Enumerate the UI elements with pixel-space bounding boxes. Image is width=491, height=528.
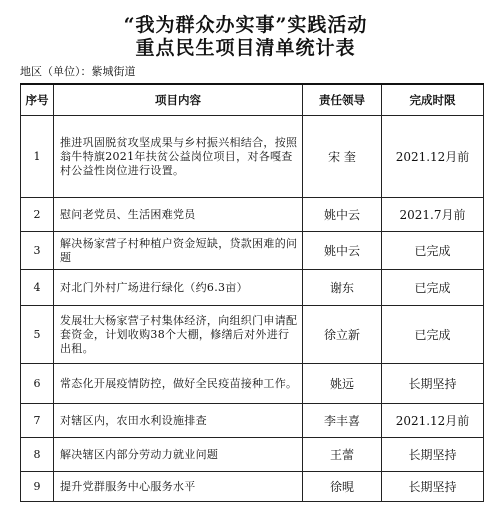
row-item: 推进巩固脱贫攻坚成果与乡村振兴相结合，按照翁牛特旗2021年扶贫公益岗位项目，对各嘎查村公益性岗位进行设置。 [54, 116, 303, 198]
header-leader: 责任领导 [303, 84, 382, 116]
table-row [21, 364, 484, 404]
header-item: 项目内容 [54, 84, 303, 116]
table-row [21, 116, 484, 198]
row-no: 5 [21, 306, 54, 364]
row-item: 慰问老党员、生活困难党员 [54, 198, 303, 232]
row-leader: 谢东 [303, 270, 382, 306]
table-header-row [21, 84, 484, 116]
row-deadline: 长期坚持 [382, 472, 484, 502]
row-leader: 李丰喜 [303, 404, 382, 438]
header-no: 序号 [21, 84, 54, 116]
row-item: 提升党群服务中心服务水平 [54, 472, 303, 502]
row-deadline: 长期坚持 [382, 438, 484, 472]
row-deadline: 2021.7月前 [382, 198, 484, 232]
row-deadline: 已完成 [382, 270, 484, 306]
row-no: 8 [21, 438, 54, 472]
table-row [21, 270, 484, 306]
row-item: 发展壮大杨家营子村集体经济，向组织门申请配套资金，计划收购38个大棚，修缮后对外进行出租。 [54, 306, 303, 364]
row-no: 3 [21, 232, 54, 270]
row-item: 解决杨家营子村种植户资金短缺，贷款困难的问题 [54, 232, 303, 270]
row-item: 对北门外村广场进行绿化（约6.3亩） [54, 270, 303, 306]
region-label: 地区（单位）：紫城街道 [20, 65, 136, 78]
row-leader: 王蕾 [303, 438, 382, 472]
row-deadline: 已完成 [382, 306, 484, 364]
row-no: 9 [21, 472, 54, 502]
row-item: 常态化开展疫情防控，做好全民疫苗接种工作。 [54, 364, 303, 404]
document-title-line-2: 重点民生项目清单统计表 [135, 37, 356, 59]
table-row [21, 404, 484, 438]
row-no: 2 [21, 198, 54, 232]
row-no: 7 [21, 404, 54, 438]
row-leader: 徐晛 [303, 472, 382, 502]
row-no: 4 [21, 270, 54, 306]
row-leader: 姚中云 [303, 198, 382, 232]
table-row [21, 438, 484, 472]
row-leader: 姚中云 [303, 232, 382, 270]
row-no: 1 [21, 116, 54, 198]
row-no: 6 [21, 364, 54, 404]
row-leader: 宋 奎 [303, 116, 382, 198]
row-deadline: 长期坚持 [382, 364, 484, 404]
table-row [21, 198, 484, 232]
row-leader: 徐立新 [303, 306, 382, 364]
row-deadline: 2021.12月前 [382, 404, 484, 438]
row-deadline: 已完成 [382, 232, 484, 270]
project-table [20, 83, 484, 502]
table-row [21, 232, 484, 270]
document-title-line-1: “我为群众办实事”实践活动 [123, 14, 368, 36]
row-leader: 姚远 [303, 364, 382, 404]
row-deadline: 2021.12月前 [382, 116, 484, 198]
header-deadline: 完成时限 [382, 84, 484, 116]
table-row [21, 472, 484, 502]
row-item: 解决辖区内部分劳动力就业问题 [54, 438, 303, 472]
table-row [21, 306, 484, 364]
row-item: 对辖区内，农田水利设施排查 [54, 404, 303, 438]
